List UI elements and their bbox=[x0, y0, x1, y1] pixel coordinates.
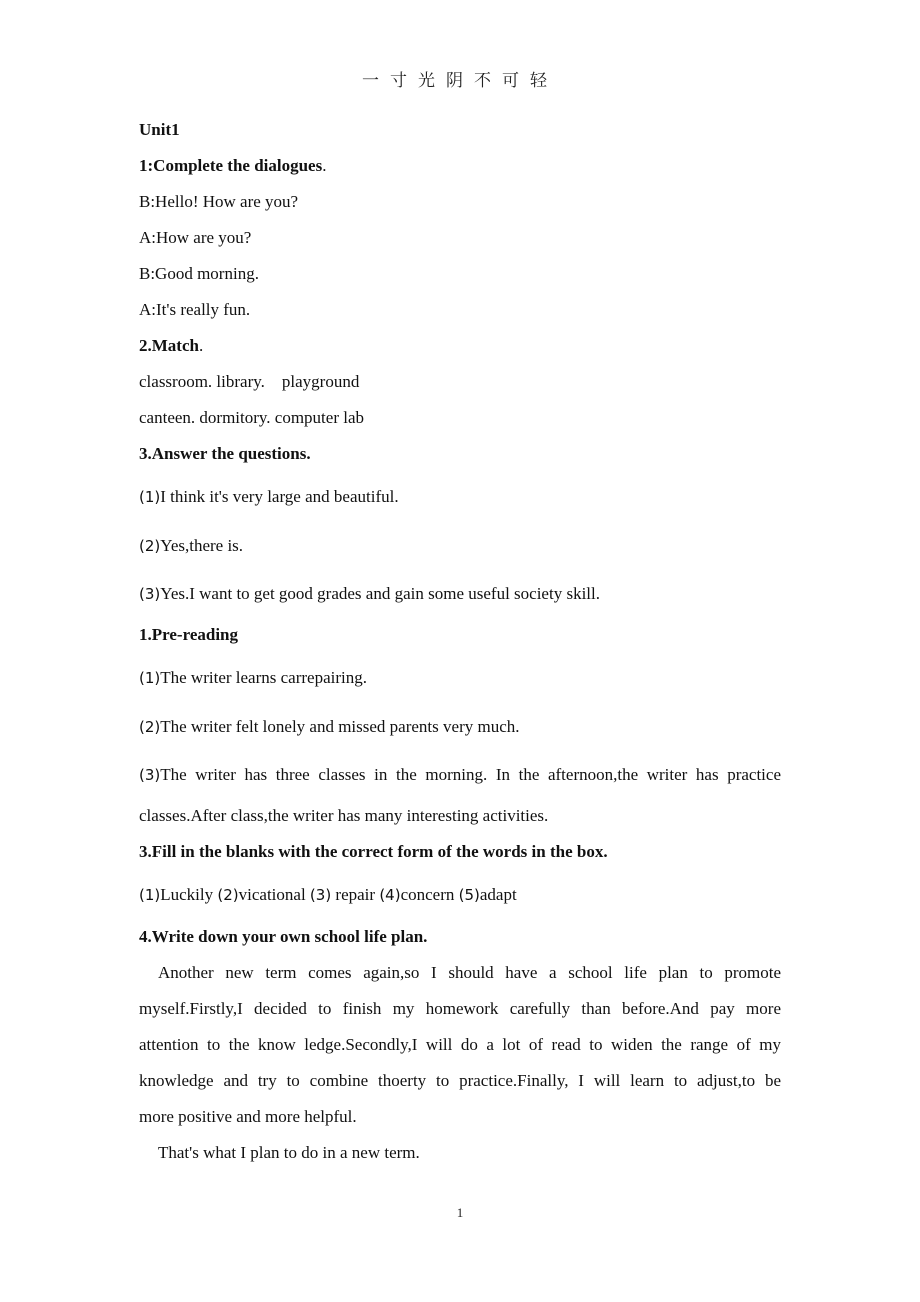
fill-blanks-answers bbox=[139, 884, 517, 906]
item-text: Yes,there is. bbox=[160, 536, 244, 555]
section1-heading-line bbox=[139, 155, 326, 177]
answer-word: repair bbox=[331, 885, 380, 904]
dialogue-line: A:How are you? bbox=[139, 228, 252, 247]
answer-item bbox=[139, 535, 243, 557]
item-number: (2) bbox=[139, 718, 161, 736]
section3-heading: 3.Answer the questions. bbox=[139, 444, 311, 463]
prereading-item bbox=[139, 667, 367, 689]
answer-number: (2) bbox=[217, 886, 239, 904]
plan-paragraph-line: attention to the know ledge.Secondly,I will do a lot of read to widen the range of my bbox=[139, 1035, 781, 1054]
dialogue-line: B:Hello! How are you? bbox=[139, 192, 299, 211]
item-text: The writer has three classes in the morning. In the afternoon,the writer has practice bbox=[160, 765, 781, 784]
plan-heading: 4.Write down your own school life plan. bbox=[139, 927, 428, 946]
item-number: (1) bbox=[139, 488, 161, 506]
plan-closing: That's what I plan to do in a new term. bbox=[158, 1143, 420, 1162]
dialogue-line: B:Good morning. bbox=[139, 264, 259, 283]
answer-item bbox=[139, 486, 399, 508]
answer-item bbox=[139, 583, 600, 605]
page-number: 1 bbox=[456, 1205, 464, 1220]
section2-heading-line bbox=[139, 335, 203, 357]
unit-title: Unit1 bbox=[139, 120, 180, 139]
dialogue-line: A:It's really fun. bbox=[139, 300, 251, 319]
answer-word: adapt bbox=[479, 885, 517, 904]
item-number: (2) bbox=[139, 537, 161, 555]
item-text: Yes.I want to get good grades and gain some useful society skill. bbox=[160, 584, 600, 603]
answer-word: concern bbox=[400, 885, 459, 904]
plan-paragraph-line: myself.Firstly,I decided to finish my homework carefully than before.And pay more bbox=[139, 999, 781, 1018]
prereading-heading: 1.Pre-reading bbox=[139, 625, 238, 644]
section2-heading: 2.Match bbox=[139, 336, 199, 355]
answer-number: (4) bbox=[379, 886, 401, 904]
match-line: classroom. library. playground bbox=[139, 372, 360, 391]
section2-heading-suffix: . bbox=[198, 336, 204, 355]
item-text: The writer learns carrepairing. bbox=[160, 668, 367, 687]
section1-heading-suffix: . bbox=[322, 156, 327, 175]
section1-heading: 1:Complete the dialogues bbox=[139, 156, 323, 175]
item-number: (3) bbox=[139, 766, 161, 784]
item-text: The writer felt lonely and missed parents very much. bbox=[160, 717, 520, 736]
answer-word: vicational bbox=[238, 885, 310, 904]
page-header: 一寸光阴不可轻 bbox=[362, 71, 558, 91]
item-text: I think it's very large and beautiful. bbox=[160, 487, 399, 506]
prereading-item bbox=[139, 716, 520, 738]
answer-number: (1) bbox=[139, 886, 161, 904]
answer-word: Luckily bbox=[160, 885, 218, 904]
plan-paragraph-line: Another new term comes again,so I should have a school life plan to promote bbox=[158, 963, 781, 982]
match-line: canteen. dormitory. computer lab bbox=[139, 408, 365, 427]
item-number: (3) bbox=[139, 585, 161, 603]
item-number: (1) bbox=[139, 669, 161, 687]
answer-number: (3) bbox=[309, 886, 332, 904]
answer-number: (5) bbox=[458, 886, 480, 904]
plan-paragraph-line: more positive and more helpful. bbox=[139, 1107, 357, 1126]
fill-blanks-heading: 3.Fill in the blanks with the correct form of the words in the box. bbox=[139, 842, 608, 861]
prereading-item bbox=[139, 764, 781, 786]
plan-paragraph-line: knowledge and try to combine thoerty to practice.Finally, I will learn to adjust,to be bbox=[139, 1071, 781, 1090]
prereading-continuation: classes.After class,the writer has many interesting activities. bbox=[139, 806, 549, 825]
